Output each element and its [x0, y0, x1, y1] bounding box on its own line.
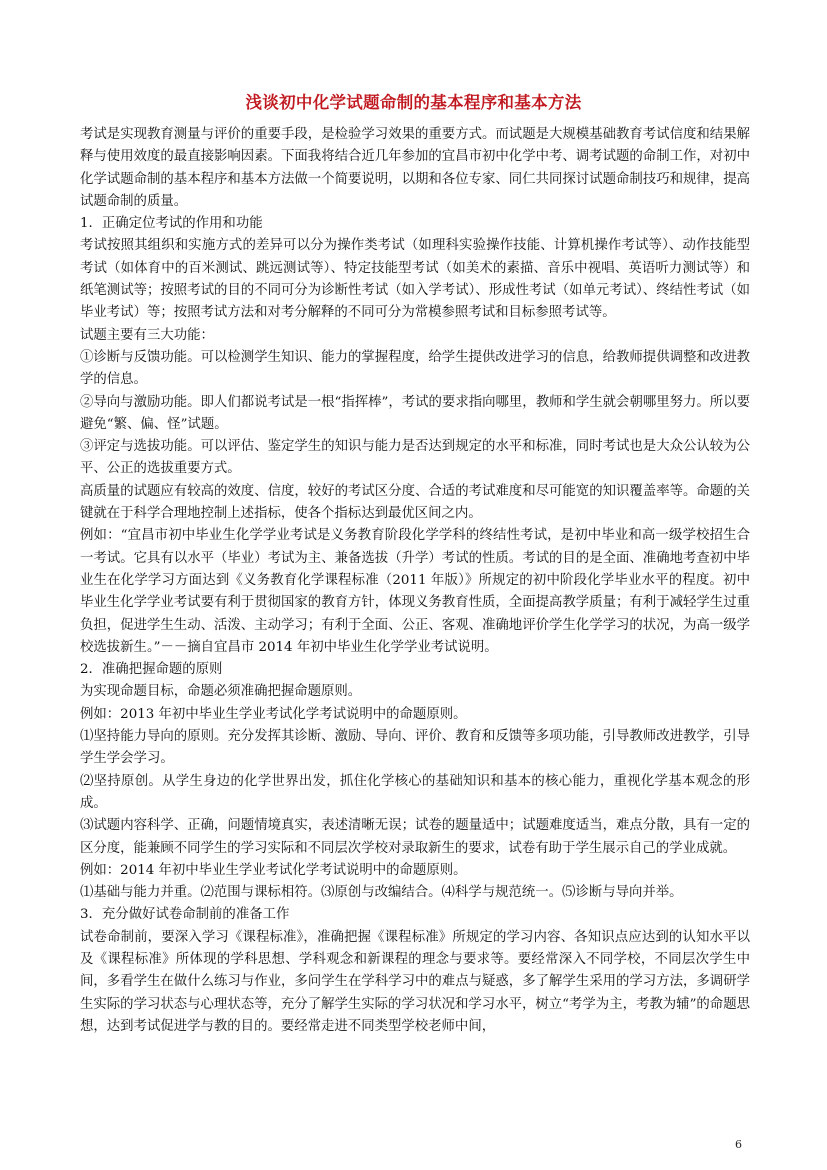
list-item: ⑴基础与能力并重。⑵范围与课标相符。⑶原创与改编结合。⑷科学与规范统一。⑸诊断与导向并举。	[80, 885, 683, 901]
list-item: ②导向与激励功能。即人们都说考试是一根“指挥棒”，考试的要求指向哪里，教师和学生就会朝哪里努力。所以要避免“繁、偏、怪”试题。	[80, 394, 750, 432]
article-body	[80, 124, 750, 1038]
paragraph: 试题主要有三大功能：	[80, 327, 214, 343]
list-item: ⑴坚持能力导向的原则。充分发挥其诊断、激励、导向、评价、教育和反馈等多项功能，引导教师改进教学，引导学生学会学习。	[80, 729, 750, 767]
paragraph: 例如：2014 年初中毕业生学业考试化学考试说明中的命题原则。	[80, 862, 467, 878]
intro-paragraph: 考试是实现教育测量与评价的重要手段，是检验学习效果的重要方式。而试题是大规模基础教育考试信度和结果解释与使用效度的最直接影响因素。下面我将结合近几年参加的宜昌市初中化学中考、调考试题的命制工作，对初中化学试题命制的基本程序和基本方法做一个简要说明，以期和各位专家、同仁共同探讨试题命制技巧和规律，提高试题命制的质量。	[80, 127, 750, 209]
page-number: 6	[735, 1138, 742, 1151]
section-heading-3: 3．充分做好试卷命制前的准备工作	[80, 907, 290, 923]
section-heading-1: 1．正确定位考试的作用和功能	[80, 216, 263, 232]
section-heading-2: 2．准确把握命题的原则	[80, 662, 223, 678]
list-item: ①诊断与反馈功能。可以检测学生知识、能力的掌握程度，给学生提供改进学习的信息，给教师提供调整和改进教学的信息。	[80, 349, 750, 388]
list-item: ⑶试题内容科学、正确，问题情境真实，表述清晰无误；试卷的题量适中；试题难度适当，难点分散，具有一定的区分度，能兼顾不同学生的学习实际和不同层次学校对录取新生的要求，试卷有助于学生展示自己的学业成就。	[80, 818, 750, 856]
example-quote-paragraph: 例如：“宜昌市初中毕业生化学学业考试是义务教育阶段化学学科的终结性考试，是初中毕业和高一级学校招生合一考试。它具有以水平（毕业）考试为主、兼备选拔（升学）考试的性质。考试的目的是全面、准确地考查初中毕业生在化学学习方面达到《义务教育化学课程标准（2011 年版）》所规定的初中阶段化学毕业水平的程度。初中毕业生化学学业考试要有利于贯彻国家的教育方针，体现义务教育性质，全面提高教学质量；有利于减轻学生过重负担，促进学生生动、活泼、主动学习；有利于全面、公正、客观、准确地评价学生化学学习的状况，为高一级学校选拔新生。”－－摘自宜昌市 2014 年初中毕业生化学学业考试说明。	[80, 528, 750, 655]
page-title: 浅谈初中化学试题命制的基本程序和基本方法	[245, 93, 582, 112]
list-item: ⑵坚持原创。从学生身边的化学世界出发，抓住化学核心的基础知识和基本的核心能力，重视化学基本观念的形成。	[80, 773, 750, 811]
paragraph: 高质量的试题应有较高的效度、信度，较好的考试区分度、合适的考试难度和尽可能宽的知识覆盖率等。命题的关键就在于科学合理地控制上述指标，使各个指标达到最优区间之内。	[80, 483, 750, 522]
paragraph: 为实现命题目标，命题必须准确把握命题原则。	[80, 684, 362, 700]
paragraph: 例如：2013 年初中毕业生学业考试化学考试说明中的命题原则。	[80, 706, 467, 722]
list-item: ③评定与选拔功能。可以评估、鉴定学生的知识与能力是否达到规定的水平和标准，同时考试也是大众公认较为公平、公正的选拔重要方式。	[80, 439, 750, 477]
paragraph: 考试按照其组织和实施方式的差异可以分为操作类考试（如理科实验操作技能、计算机操作考试等）、动作技能型考试（如体育中的百米测试、跳远测试等）、特定技能型考试（如美术的素描、音乐中视唱、英语听力测试等）和纸笔测试等；按照考试的目的不同可分为诊断性考试（如入学考试）、形成性考试（如单元考试）、终结性考试（如毕业考试）等；按照考试方法和对考分解释的不同可分为常模参照考试和目标参照考试等。	[80, 238, 750, 321]
paragraph: 试卷命制前，要深入学习《课程标准》，准确把握《课程标准》所规定的学习内容、各知识点应达到的认知水平以及《课程标准》所体现的学科思想、学科观念和新课程的理念与要求等。要经常深入不同学校，不同层次学生中间，多看学生在做什么练习与作业，多问学生在学科学习中的难点与疑惑，多了解学生采用的学习方法，多调研学生实际的学习状态与心理状态等，充分了解学生实际的学习状况和学习水平，树立“考学为主，考教为辅”的命题思想，达到考试促进学与教的目的。要经常走进不同类型学校老师中间，	[80, 929, 750, 1034]
